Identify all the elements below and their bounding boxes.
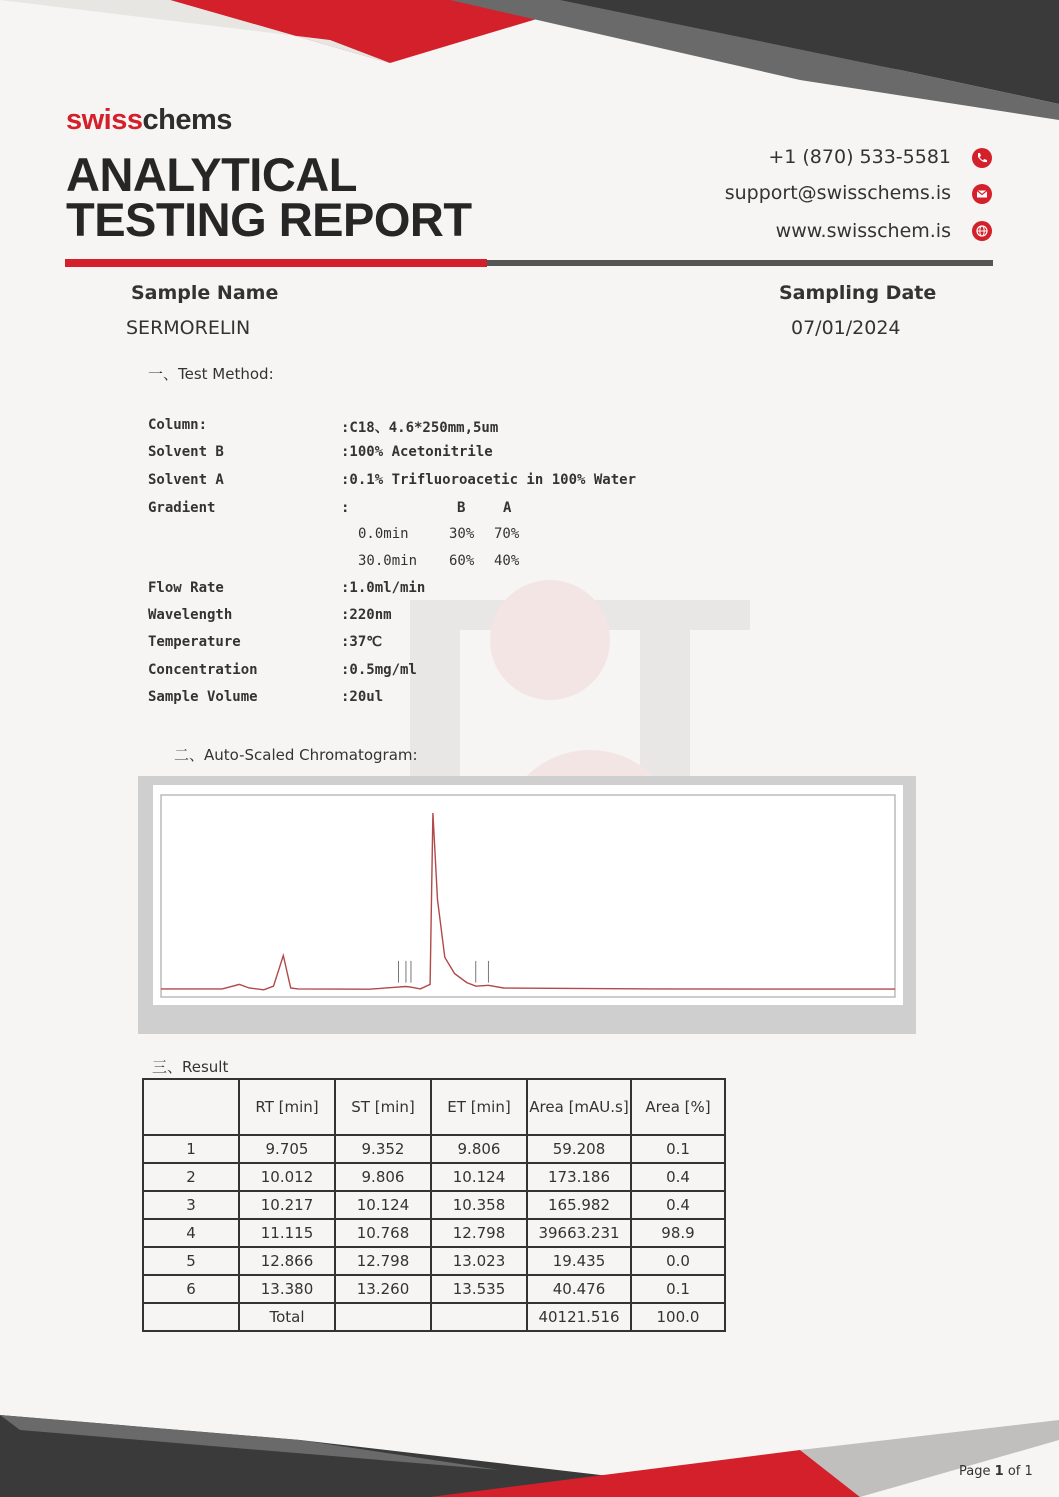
- chart-axes-frame: [161, 795, 895, 997]
- table-cell: 13.260: [335, 1275, 431, 1303]
- phone-icon: [972, 148, 992, 168]
- gradient-head-b: B: [457, 500, 466, 516]
- table-cell: 10.124: [335, 1191, 431, 1219]
- method-value: :C18、4.6*250mm,5um: [341, 420, 499, 436]
- table-row: [143, 1219, 725, 1247]
- table-cell: 9.352: [335, 1135, 431, 1163]
- gradient-a: 70%: [494, 526, 520, 542]
- gradient-b: 60%: [449, 553, 475, 569]
- test-method-heading: 一、Test Method:: [148, 365, 274, 383]
- sample-name-label: Sample Name: [131, 282, 279, 304]
- sample-name-value: SERMORELIN: [126, 317, 251, 339]
- table-row: [143, 1275, 725, 1303]
- globe-icon: [972, 221, 992, 241]
- header-rule-gray: [487, 260, 993, 266]
- table-cell: 100.0: [631, 1303, 725, 1331]
- table-cell: 165.982: [527, 1191, 631, 1219]
- table-header-cell: [143, 1079, 239, 1135]
- method-key: Flow Rate: [148, 580, 224, 596]
- method-key: Solvent A: [148, 472, 224, 488]
- method-key: Sample Volume: [148, 689, 258, 705]
- method-value: :100% Acetonitrile: [341, 444, 493, 460]
- header-rule-red: [65, 259, 487, 267]
- table-cell: 10.768: [335, 1219, 431, 1247]
- table-cell: 11.115: [239, 1219, 335, 1247]
- result-heading: 三、Result: [152, 1058, 229, 1076]
- table-cell: 12.798: [431, 1219, 527, 1247]
- table-header-cell: ST [min]: [335, 1079, 431, 1135]
- method-key: Concentration: [148, 662, 258, 678]
- table-header-cell: ET [min]: [431, 1079, 527, 1135]
- gradient-time: 30.0min: [358, 553, 418, 569]
- method-key: Wavelength: [148, 607, 233, 623]
- contact-website[interactable]: www.swisschem.is: [775, 220, 951, 242]
- table-cell: 0.1: [631, 1135, 725, 1163]
- sampling-date-value: 07/01/2024: [791, 317, 901, 339]
- method-value: :: [341, 500, 350, 516]
- table-header-cell: Area [mAU.s]: [527, 1079, 631, 1135]
- table-cell: 19.435: [527, 1247, 631, 1275]
- table-header-row: [143, 1079, 725, 1135]
- method-value: :0.5mg/ml: [341, 662, 417, 678]
- method-key: Gradient: [148, 500, 216, 516]
- table-cell: 9.806: [335, 1163, 431, 1191]
- table-cell: 0.0: [631, 1247, 725, 1275]
- table-cell: 10.124: [431, 1163, 527, 1191]
- method-key: Column:: [148, 417, 208, 433]
- table-cell: 1: [143, 1135, 239, 1163]
- table-cell: 173.186: [527, 1163, 631, 1191]
- email-icon: [972, 184, 992, 204]
- table-cell: 9.806: [431, 1135, 527, 1163]
- table-cell: 40.476: [527, 1275, 631, 1303]
- table-cell: 3: [143, 1191, 239, 1219]
- method-value: :220nm: [341, 607, 392, 623]
- method-value: :1.0ml/min: [341, 580, 426, 596]
- table-cell: [431, 1303, 527, 1331]
- table-row: [143, 1247, 725, 1275]
- table-row: [143, 1135, 725, 1163]
- gradient-a: 40%: [494, 553, 520, 569]
- table-cell: 13.023: [431, 1247, 527, 1275]
- table-cell: 98.9: [631, 1219, 725, 1247]
- table-row: [143, 1191, 725, 1219]
- table-cell: Total: [239, 1303, 335, 1331]
- chromatogram-trace: [161, 813, 895, 990]
- table-cell: 0.1: [631, 1275, 725, 1303]
- chromatogram-plot-area: [153, 785, 903, 1005]
- table-cell: 6: [143, 1275, 239, 1303]
- table-row: [143, 1303, 725, 1331]
- table-cell: [335, 1303, 431, 1331]
- table-cell: 12.866: [239, 1247, 335, 1275]
- method-value: :20ul: [341, 689, 384, 705]
- table-cell: 10.358: [431, 1191, 527, 1219]
- table-cell: 12.798: [335, 1247, 431, 1275]
- table-cell: 59.208: [527, 1135, 631, 1163]
- table-cell: 5: [143, 1247, 239, 1275]
- brand-logo: swisschems: [66, 104, 232, 136]
- table-row: [143, 1163, 725, 1191]
- table-cell: [143, 1303, 239, 1331]
- method-value: :37℃: [341, 634, 383, 650]
- result-table: [142, 1078, 726, 1332]
- chromatogram-heading: 二、Auto-Scaled Chromatogram:: [174, 746, 418, 764]
- method-key: Solvent B: [148, 444, 224, 460]
- contact-email[interactable]: support@swisschems.is: [724, 182, 951, 204]
- table-cell: 40121.516: [527, 1303, 631, 1331]
- table-cell: 13.380: [239, 1275, 335, 1303]
- table-header-cell: Area [%]: [631, 1079, 725, 1135]
- table-cell: 2: [143, 1163, 239, 1191]
- contact-phone[interactable]: +1 (870) 533-5581: [768, 146, 951, 168]
- chromatogram-chart: [153, 785, 903, 1005]
- report-title: ANALYTICAL TESTING REPORT: [66, 148, 472, 246]
- gradient-b: 30%: [449, 526, 475, 542]
- page-number: Page 1 of 1: [959, 1464, 1033, 1479]
- table-cell: 0.4: [631, 1191, 725, 1219]
- method-value: :0.1% Trifluoroacetic in 100% Water: [341, 472, 637, 488]
- gradient-head-a: A: [503, 500, 512, 516]
- method-key: Temperature: [148, 634, 241, 650]
- table-cell: 10.012: [239, 1163, 335, 1191]
- table-cell: 0.4: [631, 1163, 725, 1191]
- table-cell: 9.705: [239, 1135, 335, 1163]
- chromatogram-frame: [138, 776, 916, 1034]
- table-cell: 39663.231: [527, 1219, 631, 1247]
- gradient-time: 0.0min: [358, 526, 409, 542]
- table-cell: 10.217: [239, 1191, 335, 1219]
- table-header-cell: RT [min]: [239, 1079, 335, 1135]
- sampling-date-label: Sampling Date: [779, 282, 937, 304]
- table-cell: 13.535: [431, 1275, 527, 1303]
- table-cell: 4: [143, 1219, 239, 1247]
